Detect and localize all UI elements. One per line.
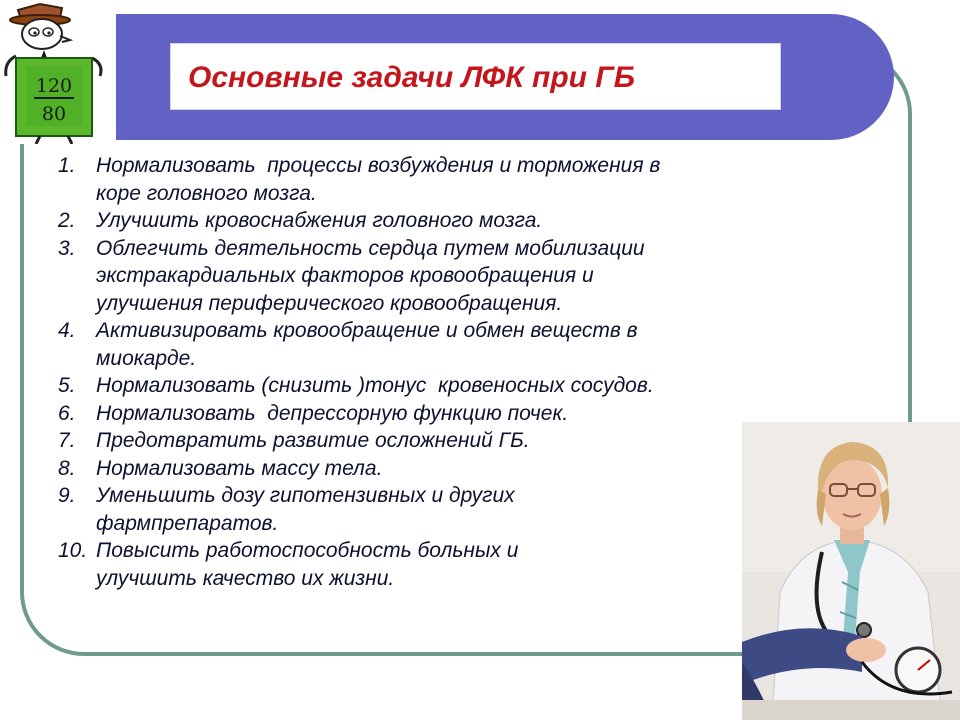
list-item: 5. Нормализовать (снизить )тонус кровеносных сосудов. [58, 374, 654, 397]
list-item: 3. Облегчить деятельность сердца путем мобилизации экстракардиальных факторов кровообращения и улучшения периферического кровообращения. [58, 236, 645, 315]
list-item: 10. Повысить работоспособность больных и улучшить качество их жизни. [58, 539, 519, 590]
title-box [170, 43, 781, 110]
list-item: 2. Улучшить кровоснабжения головного мозга. [58, 209, 543, 232]
list-item: 1. Нормализовать процессы возбуждения и торможения в коре головного мозга. [58, 154, 661, 205]
list-item: 4. Активизировать кровообращение и обмен веществ в миокарде. [58, 319, 638, 370]
doctor-photo [742, 422, 960, 720]
blood-pressure-mascot-logo [0, 0, 116, 144]
page-title: Основные задачи ЛФК при ГБ [188, 61, 635, 94]
list-item: 8. Нормализовать массу тела. [58, 456, 383, 480]
bp-top-number: 120 [35, 75, 73, 97]
tasks-list [58, 152, 828, 592]
list-item: 7. Предотвратить развитие осложнений ГБ. [58, 429, 530, 452]
bp-bottom-number: 80 [41, 103, 67, 125]
list-item: 6. Нормализовать депрессорную функцию почек. [58, 401, 569, 425]
face-icon [22, 19, 62, 49]
list-item: 9. Уменьшить дозу гипотензивных и других фармпрепаратов. [58, 484, 515, 535]
